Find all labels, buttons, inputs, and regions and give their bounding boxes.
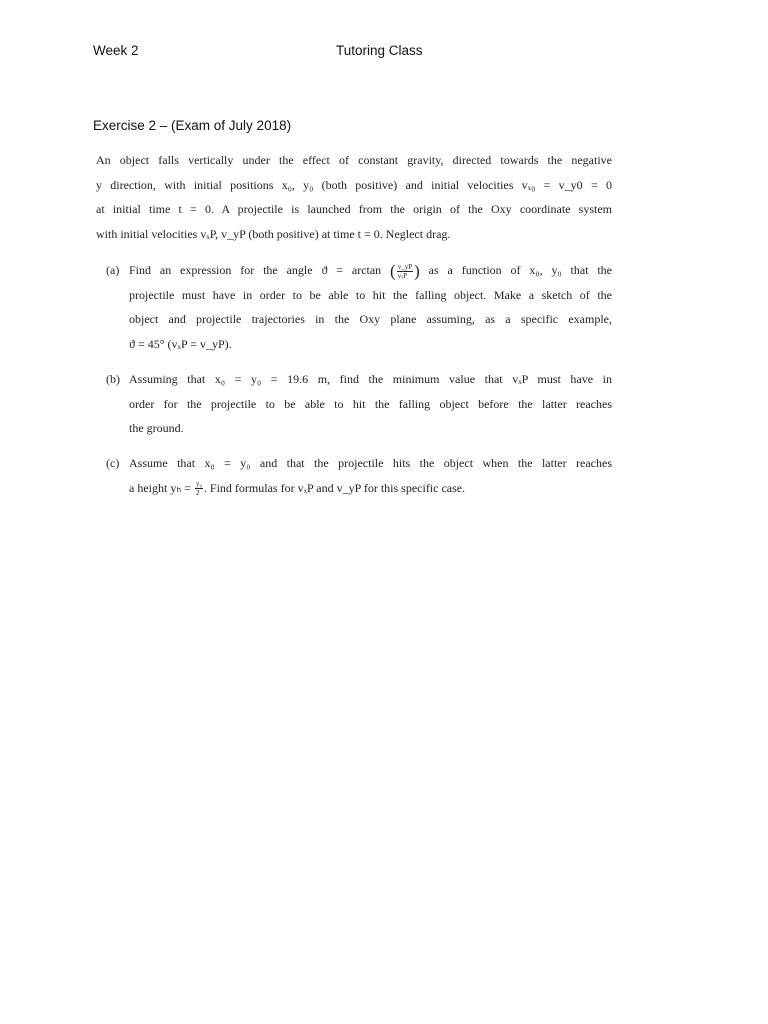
question-line: Assuming that x₀ = y₀ = 19.6 m, find the minimum value that vₓP must have in (129, 372, 612, 386)
fraction-numerator: v_yP (397, 262, 413, 271)
intro-line: at initial time t = 0. A projectile is launched from the origin of the Oxy coordinate system (96, 202, 612, 216)
intro-line: An object falls vertically under the effect of constant gravity, directed towards the negative (96, 153, 612, 167)
question-label: (b) (106, 372, 120, 386)
paren-close: ) (414, 261, 420, 281)
exercise-intro (96, 148, 612, 246)
question-line: Assume that x₀ = y₀ and that the projectile hits the object when the latter reaches (129, 456, 612, 470)
question-label: (c) (106, 456, 120, 470)
exercise-title: Exercise 2 – (Exam of July 2018) (93, 118, 292, 133)
question-text: as a function of x₀, y₀ that the (428, 263, 612, 277)
question-label: (a) (106, 263, 120, 277)
height-fraction (195, 480, 203, 497)
paren-open: ( (390, 261, 396, 281)
intro-line: y direction, with initial positions x₀, y₀ (both positive) and initial velocities vₓ₀ = v_y0 = 0 (96, 177, 612, 192)
header-week: Week 2 (93, 43, 139, 58)
question-text: Find an expression for the angle ϑ = arctan (129, 263, 382, 277)
question-line: ϑ = 45° (vₓP = v_yP). (129, 336, 232, 351)
question-line: the ground. (129, 421, 184, 435)
header-title: Tutoring Class (336, 43, 423, 58)
fraction-denominator: vₓP (397, 271, 408, 280)
question-line: object and projectile trajectories in the Oxy plane assuming, as a specific example, (129, 312, 612, 326)
question-line (129, 258, 612, 283)
question-line (129, 476, 612, 501)
question-text: . Find formulas for vₓP and v_yP for this specific case. (203, 480, 466, 495)
question-text: a height yₕ = (129, 480, 191, 495)
velocity-ratio-fraction (397, 263, 413, 280)
fraction-numerator: y₀ (195, 480, 202, 489)
question-line: projectile must have in order to be able to hit the falling object. Make a sketch of the (129, 287, 612, 302)
question-line: order for the projectile to be able to hit the falling object before the latter reaches (129, 396, 612, 411)
fraction-denominator: 2 (195, 489, 200, 498)
intro-line: with initial velocities vₓP, v_yP (both positive) at time t = 0. Neglect drag. (96, 226, 451, 241)
